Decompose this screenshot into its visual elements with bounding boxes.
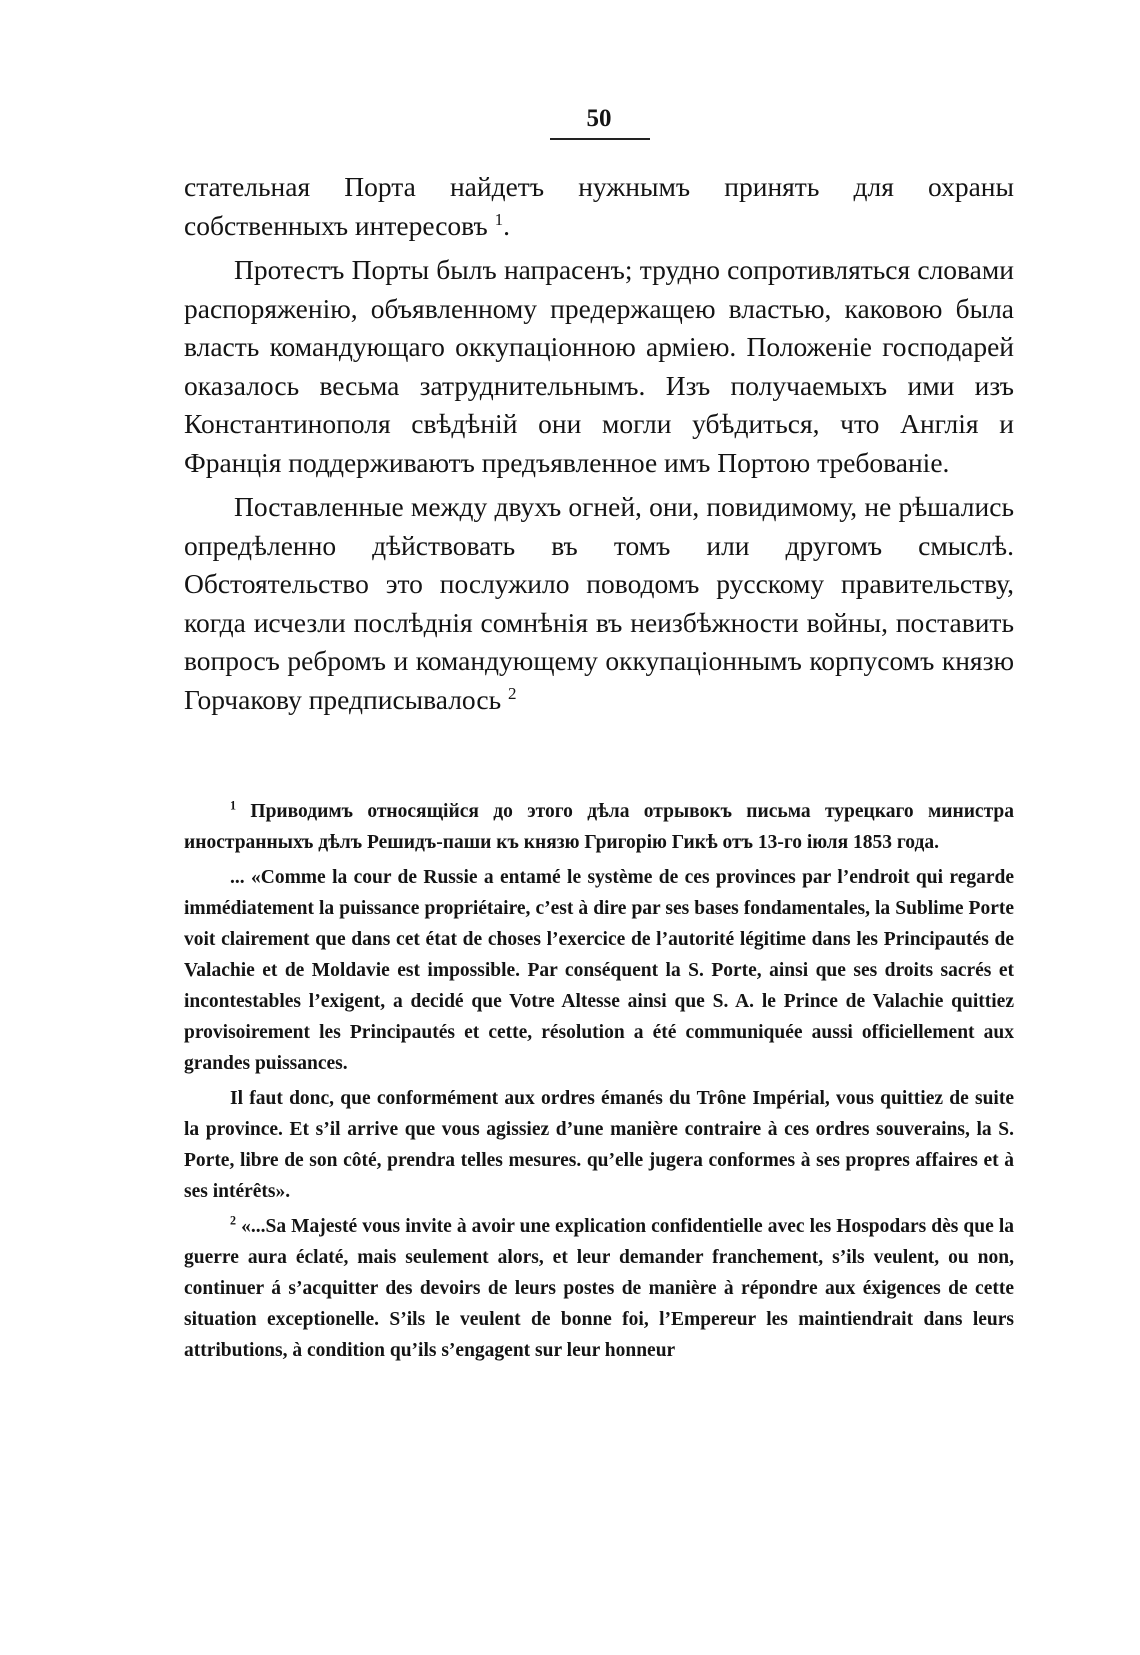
footnote-ref-1[interactable]: 1 xyxy=(494,209,504,229)
main-text xyxy=(184,168,1014,719)
footnote-1-quote-1: ... «Comme la cour de Russie a entamé le système de ces provinces par l’endroit qui regarde immédiatement la puissance propriétaire, c’est à dire par ses bases fondamentales, la Sublime Porte voit clairement que dans cet état de choses l’exercice de l’autorité légitime dans les Principautés de Valachie et de Moldavie est impossible. Par conséquent la S. Porte, ainsi que ses droits sacrés et incontestables l’exigent, a decidé que Votre Altesse ainsi que S. A. le Prince de Valachie quittiez provisoirement les Principautés et cette, résolution a été communiquée aussi officiellement aux grandes puissances. xyxy=(184,867,1014,1074)
footnote-1-quote-2: Il faut donc, que conformément aux ordres émanés du Trône Impérial, vous quittiez de suite la province. Et s’il arrive que vous agissiez d’une manière contraire à ces ordres souverains, la S. Porte, libre de son côté, prendra telles mesures. qu’elle jugera conformes à ses propres affaires et à ses intérêts». xyxy=(184,1088,1014,1202)
footnote-2: $^2$ «...Sa Majesté vous invite à avoir une explication confidentielle avec les Hospodars dès que la guerre aura éclaté, mais seulement alors, et leur demander franchement, s’ils veulent, ou non, continuer á s’acquitter des devoirs de leurs postes de manière à répondre aux éxigences de cette situation exceptionelle. S’ils le veulent de bonne foi, l’Empereur les maintiendrait dans leurs attributions, à condition qu’ils s’engagent sur leur honneur xyxy=(184,1213,1014,1361)
paragraph-2: Протестъ Порты былъ напрасенъ; трудно сопротивляться словами распоряженію, объявленному предержащею властью, каковою была власть командующаго оккупаціонною арміею. Положеніе господарей оказалось весьма затруднительнымъ. Изъ получаемыхъ ими изъ Константинополя свѣдѣній они могли убѣдиться, что Англія и Франція поддерживаютъ предъявленное имъ Портою требованіе. xyxy=(184,254,1014,478)
paragraph-3: Поставленные между двухъ огней, они, повидимому, не рѣшались опредѣленно дѣйствовать въ томъ или другомъ смыслѣ. Обстоятельство это послужило поводомъ русскому правительству, когда исчезли послѣднія сомнѣнія въ неизбѣжности войны, поставить вопросъ ребромъ и командующему оккупаціоннымъ корпусомъ князю Горчакову предписывалось $^2$ xyxy=(184,491,1014,715)
footnote-mark-1: 1 xyxy=(230,798,237,813)
footnote-ref-2[interactable]: 2 xyxy=(507,683,517,703)
footnotes xyxy=(184,796,1014,1366)
page-number: 50 xyxy=(586,105,612,132)
paragraph-1: стательная Порта найдетъ нужнымъ принять для охраны собственныхъ интересовъ $^1$. xyxy=(184,171,1014,241)
footnote-1: $^1$ Приводимъ относящійся до этого дѣла отрывокъ письма турецкаго министра иностранныхъ дѣлъ Решидъ-паши къ князю Григорію Гикѣ отъ 13-го іюля 1853 года. xyxy=(184,798,1014,853)
page-number-rule xyxy=(550,138,650,140)
footnote-mark-2: 2 xyxy=(230,1213,237,1228)
